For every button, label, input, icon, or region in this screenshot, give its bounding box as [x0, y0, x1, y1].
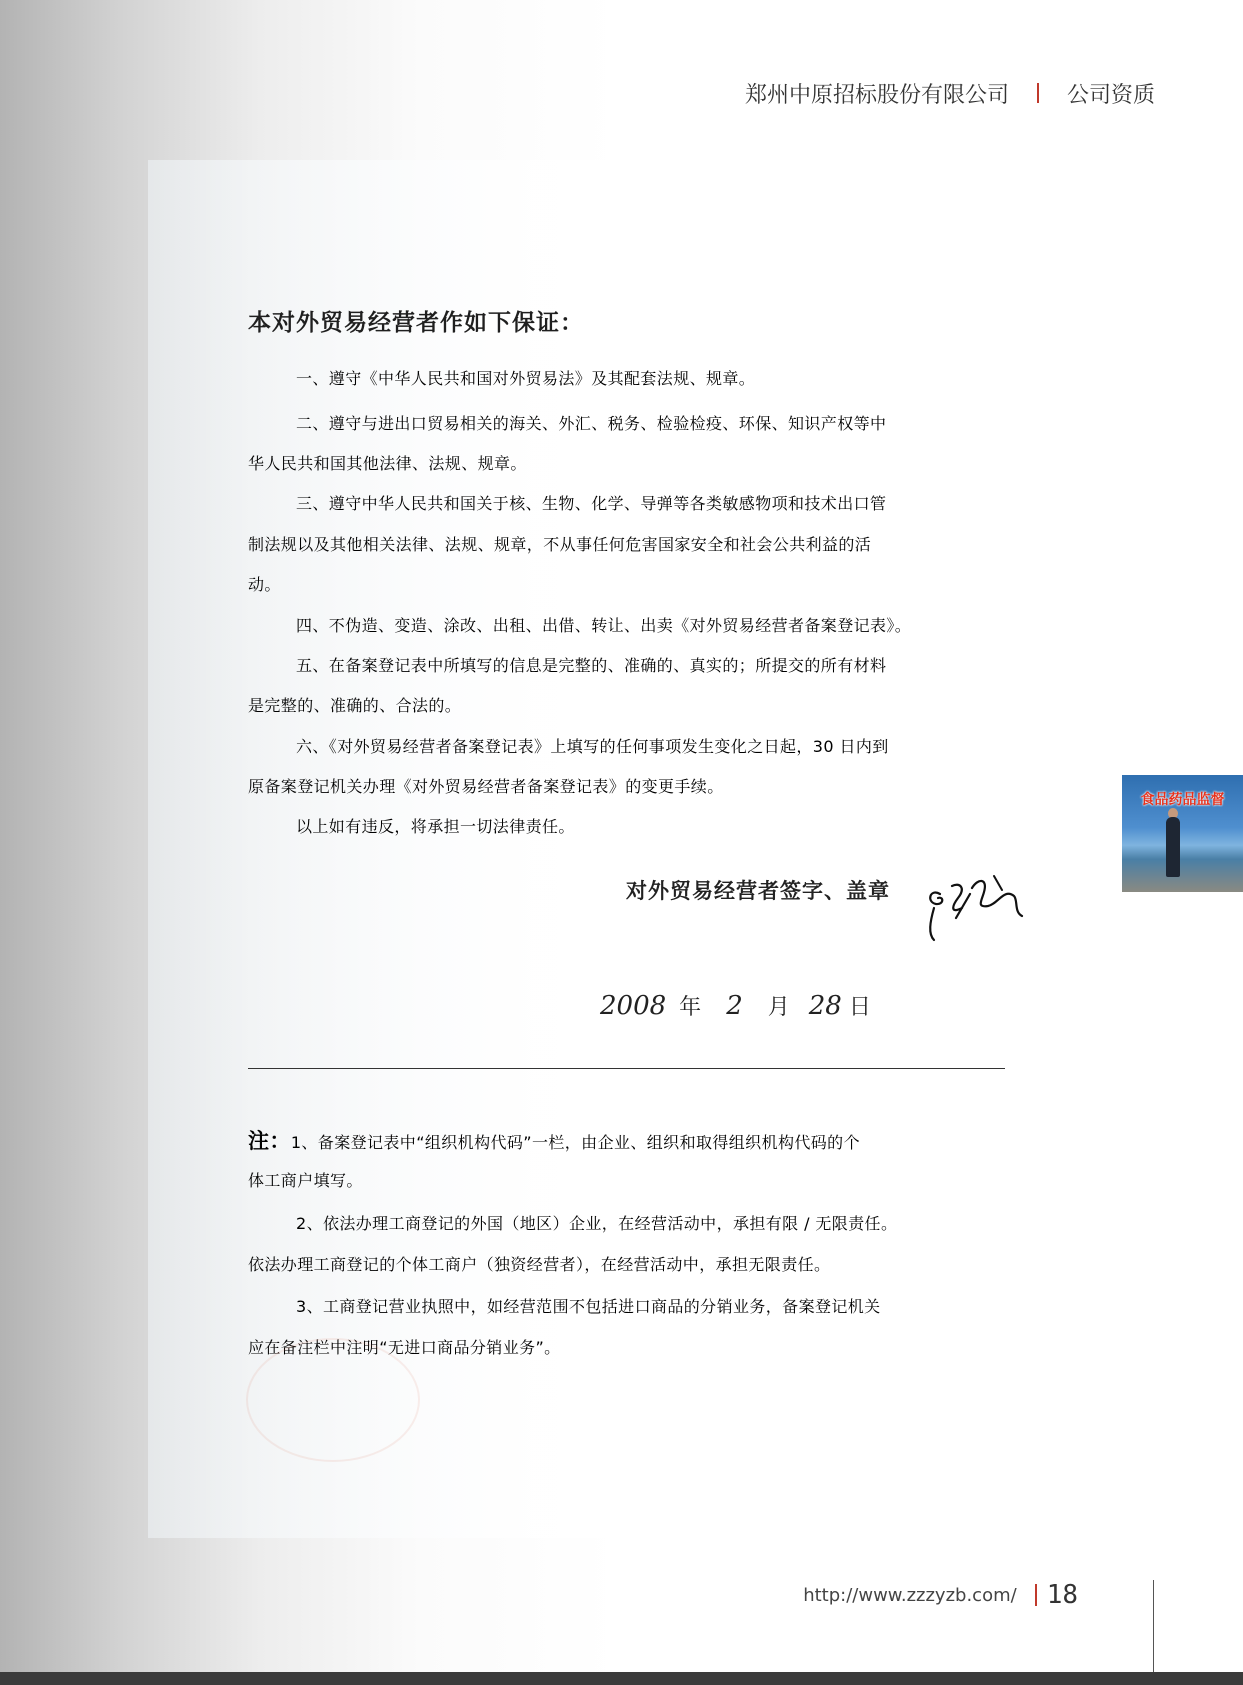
side-photo-thumbnail[interactable] [1122, 775, 1243, 892]
note-text: 1、备案登记表中“组织机构代码”一栏，由企业、组织和取得组织机构代码的个 [290, 1133, 860, 1152]
date-month-unit: 月 [767, 995, 790, 1020]
notes-label: 注： [248, 1129, 291, 1153]
signing-date [600, 990, 871, 1021]
clause-line: 是完整的、准确的、合法的。 [248, 696, 462, 715]
note-line: 应在备注栏中注明“无进口商品分销业务”。 [248, 1338, 561, 1357]
note-line: 体工商户填写。 [248, 1171, 363, 1190]
clause-line: 原备案登记机关办理《对外贸易经营者备案登记表》的变更手续。 [248, 777, 724, 796]
clause-line: 动。 [248, 575, 281, 594]
page-number: 18 [1046, 1580, 1078, 1610]
clause-line: 四、不伪造、变造、涂改、出租、出借、转让、出卖《对外贸易经营者备案登记表》。 [296, 616, 912, 635]
side-photo-caption: 食品药品监督 [1140, 792, 1225, 808]
page-footer [803, 1580, 1078, 1610]
footer-divider [1035, 1584, 1037, 1606]
date-year: 2008 [600, 991, 667, 1021]
date-day-unit: 日 [848, 995, 871, 1020]
note-line: 2、依法办理工商登记的外国（地区）企业，在经营活动中，承担有限 / 无限责任。 [296, 1214, 898, 1233]
document-title: 本对外贸易经营者作如下保证： [248, 310, 584, 336]
clause-line: 一、遵守《中华人民共和国对外贸易法》及其配套法规、规章。 [296, 369, 756, 388]
clause-line: 三、遵守中华人民共和国关于核、生物、化学、导弹等各类敏感物项和技术出口管 [296, 494, 887, 513]
footer-vertical-line [1153, 1580, 1154, 1672]
clause-line: 制法规以及其他相关法律、法规、规章，不从事任何危害国家安全和社会公共利益的活 [248, 535, 872, 554]
bottom-bar [0, 1672, 1243, 1685]
footer-url[interactable]: http://www.zzzyzb.com/ [803, 1584, 1017, 1606]
divider-rule [248, 1068, 1005, 1069]
header-section: 公司资质 [1066, 82, 1155, 108]
clause-line: 华人民共和国其他法律、法规、规章。 [248, 454, 527, 473]
date-month: 2 [726, 991, 743, 1021]
header-divider [1037, 83, 1039, 103]
date-year-unit: 年 [679, 995, 702, 1020]
clause-line: 二、遵守与进出口贸易相关的海关、外汇、税务、检验检疫、环保、知识产权等中 [296, 414, 887, 433]
signature-label: 对外贸易经营者签字、盖章 [626, 879, 890, 903]
clause-line: 以上如有违反，将承担一切法律责任。 [296, 817, 575, 836]
handwritten-signature [922, 868, 1032, 948]
note-line [248, 1125, 860, 1155]
clause-line: 五、在备案登记表中所填写的信息是完整的、准确的、真实的；所提交的所有材料 [296, 656, 887, 675]
faded-seal [246, 1338, 420, 1462]
clause-line: 六、《对外贸易经营者备案登记表》上填写的任何事项发生变化之日起，30 日内到 [296, 737, 889, 756]
date-day: 28 [808, 991, 842, 1021]
note-line: 依法办理工商登记的个体工商户（独资经营者），在经营活动中，承担无限责任。 [248, 1255, 831, 1274]
page-header [745, 76, 1155, 110]
header-company: 郑州中原招标股份有限公司 [744, 82, 1009, 108]
note-line: 3、工商登记营业执照中，如经营范围不包括进口商品的分销业务，备案登记机关 [296, 1297, 881, 1316]
person-figure [1166, 817, 1180, 877]
